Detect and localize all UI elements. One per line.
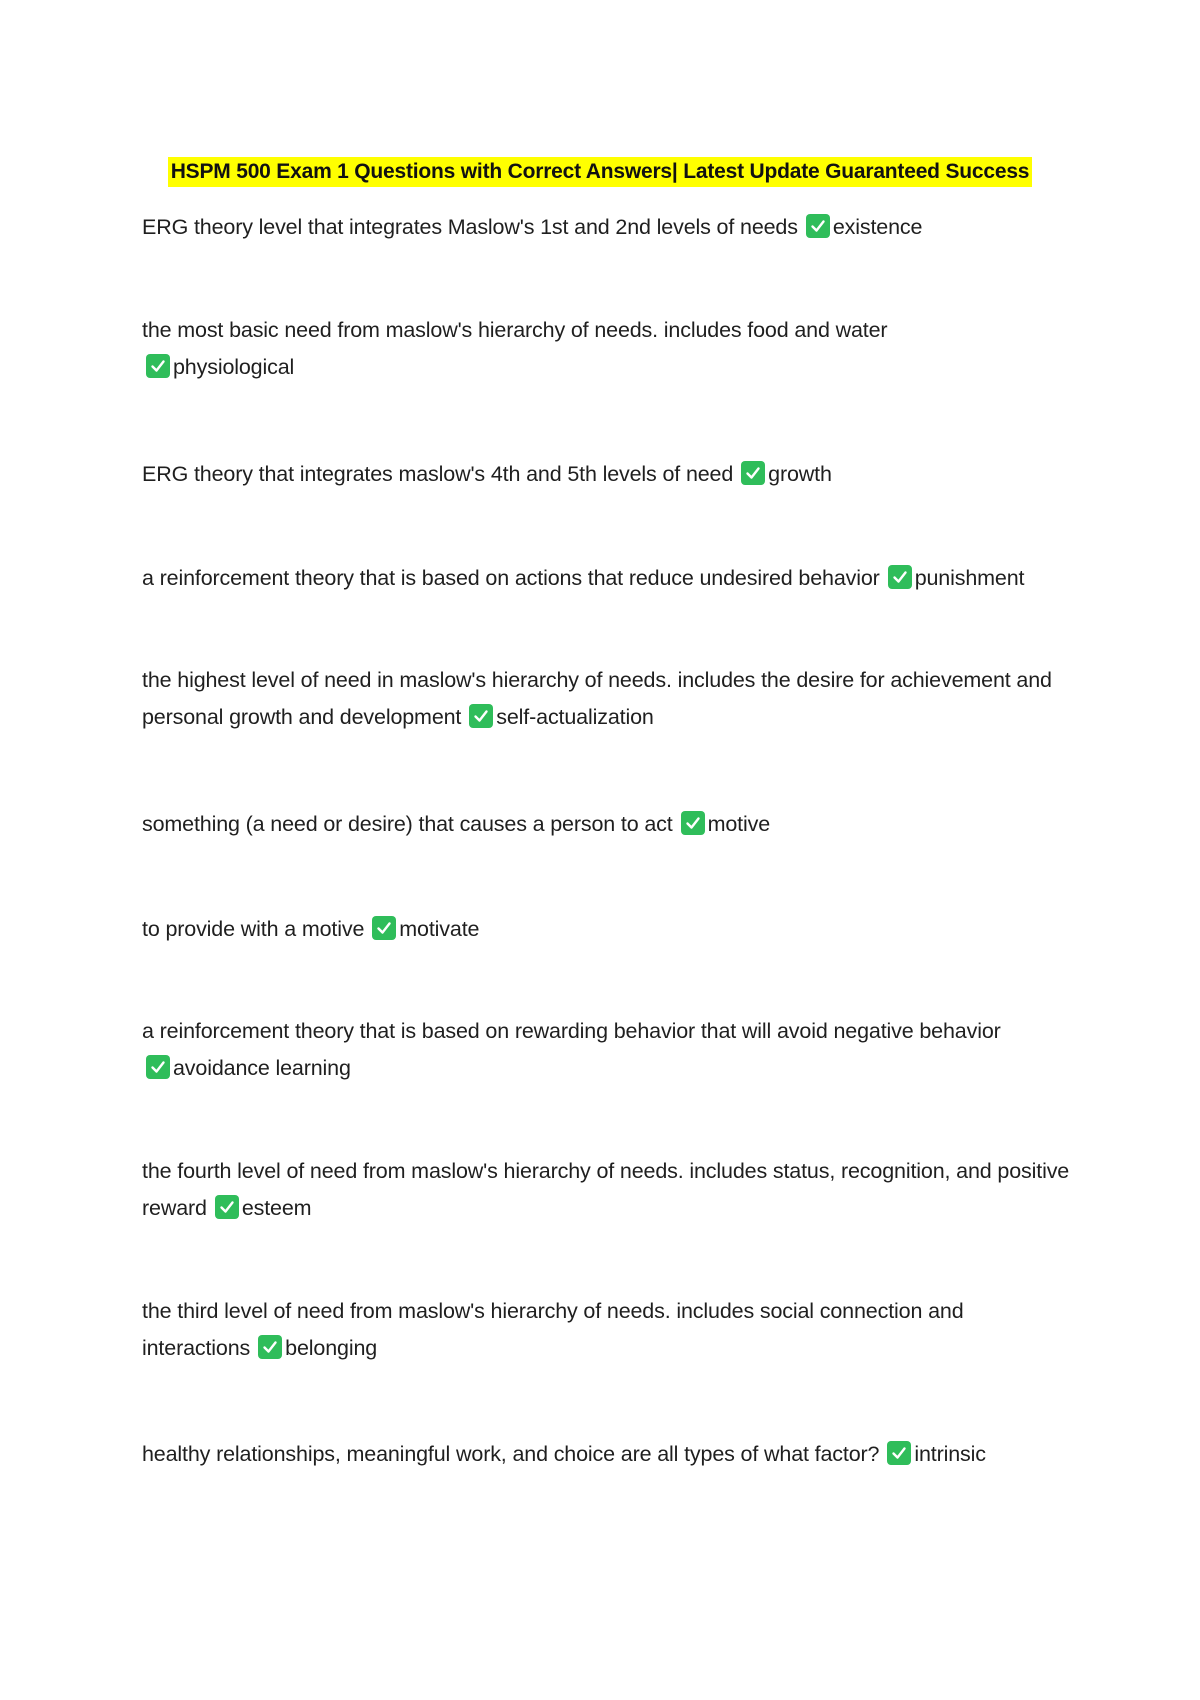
check-box-icon [146,1055,170,1079]
title-container [0,157,1200,187]
question-text: ERG theory level that integrates Maslow's 1st and 2nd levels of needs [142,215,798,239]
qa-item [142,1013,1072,1086]
answer-text: existence [832,215,923,239]
answer-text: belonging [285,1335,378,1360]
qa-item [142,911,1072,948]
check-box-icon [146,354,170,378]
question-text: the third level of need from maslow's hierarchy of needs. includes social connection and interactions [142,1299,964,1360]
question-text: ERG theory that integrates maslow's 4th and 5th levels of need [142,462,734,486]
qa-item [142,312,1072,385]
qa-item [142,1436,1072,1473]
question-text: the highest level of need in maslow's hierarchy of needs. includes the desire for achievement and personal growth and development [142,668,1052,729]
qa-item [142,456,1072,493]
check-box-icon [372,916,396,940]
answer-text: intrinsic [914,1442,986,1466]
answer-text: esteem [241,1195,312,1220]
check-box-icon [681,811,705,835]
answer-text: punishment [914,566,1025,590]
answer-text: growth [768,462,832,486]
question-text: healthy relationships, meaningful work, and choice are all types of what factor? [142,1442,880,1466]
qa-item [142,209,1072,246]
answer-text: physiological [173,354,295,379]
answer-text: avoidance learning [173,1055,351,1080]
qa-item [142,1293,1072,1366]
check-box-icon [887,1441,911,1465]
answer-text: motive [707,812,771,836]
check-box-icon [258,1335,282,1359]
answer-text: self-actualization [496,704,654,729]
check-box-icon [888,565,912,589]
qa-item [142,806,1072,843]
check-box-icon [806,214,830,238]
question-text: a reinforcement theory that is based on rewarding behavior that will avoid negative behavior [142,1019,1001,1043]
qa-item [142,560,1072,597]
question-text: a reinforcement theory that is based on actions that reduce undesired behavior [142,566,880,590]
check-box-icon [741,461,765,485]
qa-item [142,662,1072,735]
question-text: the most basic need from maslow's hierarchy of needs. includes food and water [142,318,888,342]
question-text: the fourth level of need from maslow's hierarchy of needs. includes status, recognition, and positive reward [142,1159,1070,1220]
question-text: something (a need or desire) that causes a person to act [142,812,673,836]
qa-item [142,1153,1072,1226]
document-title: HSPM 500 Exam 1 Questions with Correct Answers| Latest Update Guaranteed Success [168,157,1033,187]
question-text: to provide with a motive [142,917,365,941]
answer-text: motivate [399,917,480,941]
check-box-icon [215,1195,239,1219]
check-box-icon [469,704,493,728]
